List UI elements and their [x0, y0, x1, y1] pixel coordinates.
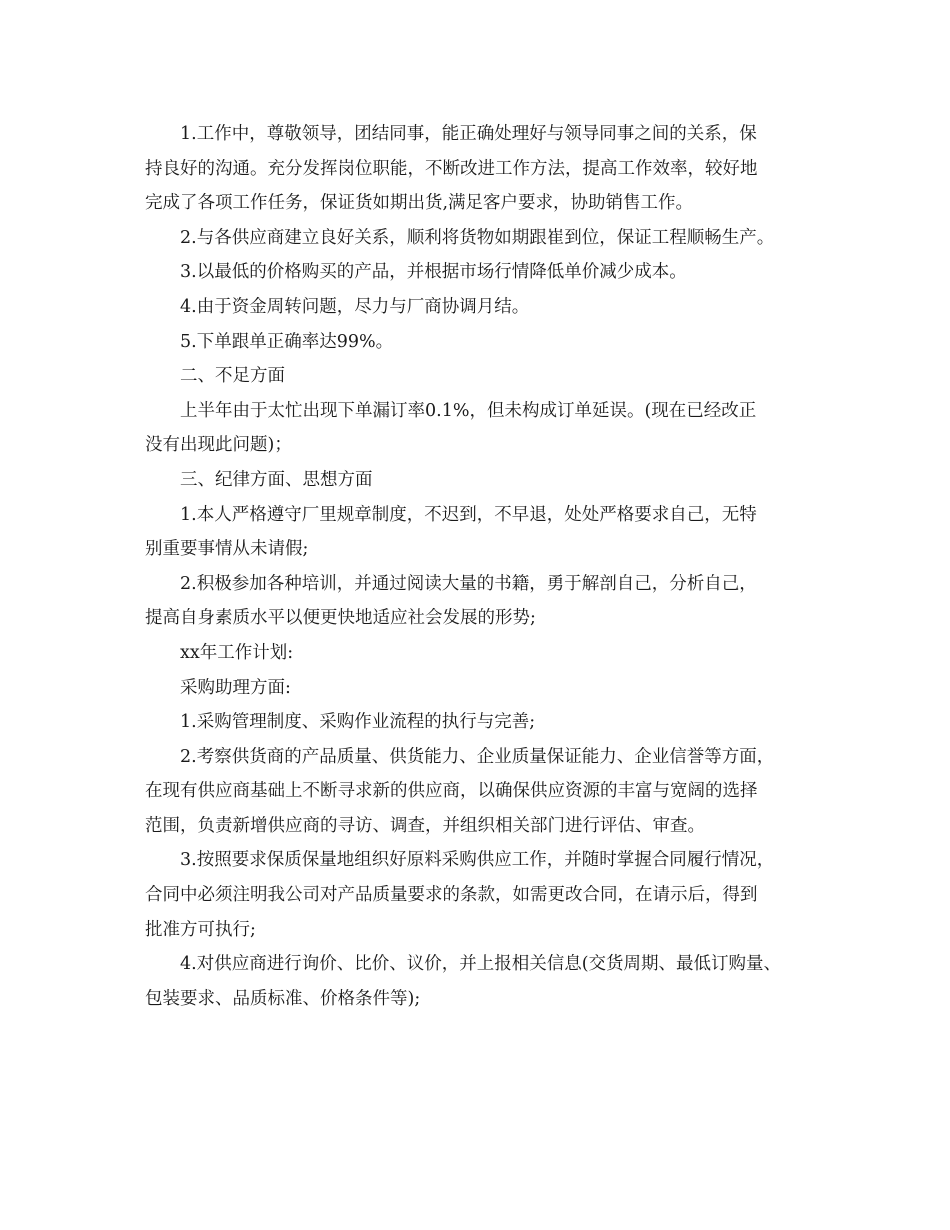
section-heading: 二、不足方面 — [180, 366, 285, 387]
section-heading: xx年工作计划: — [180, 642, 294, 663]
text-line: 3.以最低的价格购买的产品，并根据市场行情降低单价减少成本。 — [180, 262, 687, 283]
text-line: 范围，负责新增供应商的寻访、调查，并组织相关部门进行评估、审查。 — [145, 815, 705, 836]
text-line: 在现有供应商基础上不断寻求新的供应商，以确保供应资源的丰富与宽阔的选择 — [145, 781, 758, 802]
text-line: 完成了各项工作任务，保证货如期出货,满足客户要求，协助销售工作。 — [145, 193, 694, 214]
text-line: 1.本人严格遵守厂里规章制度，不迟到，不早退，处处严格要求自己，无特 — [180, 504, 757, 525]
text-line: 上半年由于太忙出现下单漏订率0.1%，但未构成订单延误。(现在已经改正 — [180, 400, 757, 421]
text-line: 3.按照要求保质保量地组织好原料采购供应工作，并随时掌握合同履行情况， — [180, 850, 775, 871]
section-heading: 三、纪律方面、思想方面 — [180, 469, 373, 490]
text-line: 4.由于资金周转问题，尽力与厂商协调月结。 — [180, 296, 530, 317]
text-line: 没有出现此问题)； — [145, 435, 292, 456]
text-line: 别重要事情从未请假; — [145, 539, 309, 560]
text-line: 1.工作中，尊敬领导，团结同事，能正确处理好与领导同事之间的关系，保 — [180, 124, 757, 144]
text-line: 提高自身素质水平以便更快地适应社会发展的形势; — [145, 608, 536, 629]
text-line: 1.采购管理制度、采购作业流程的执行与完善; — [180, 712, 536, 733]
text-line: 批准方可执行; — [145, 919, 256, 940]
text-line: 5.下单跟单正确率达99%。 — [180, 331, 394, 352]
text-line: 2.与各供应商建立良好关系，顺利将货物如期跟崔到位，保证工程顺畅生产。 — [180, 227, 775, 248]
text-line: 合同中必须注明我公司对产品质量要求的条款，如需更改合同，在请示后，得到 — [145, 885, 758, 906]
text-line: 2.积极参加各种培训，并通过阅读大量的书籍，勇于解剖自己，分析自己， — [180, 573, 757, 594]
text-line: 持良好的沟通。充分发挥岗位职能，不断改进工作方法，提高工作效率，较好地 — [145, 158, 758, 179]
text-line: 包装要求、品质标准、价格条件等); — [145, 988, 421, 1009]
section-heading: 采购助理方面: — [180, 677, 291, 698]
text-line: 2.考察供货商的产品质量、供货能力、企业质量保证能力、企业信誉等方面， — [180, 746, 775, 767]
text-line: 4.对供应商进行询价、比价、议价，并上报相关信息(交货周期、最低订购量、 — [180, 954, 782, 975]
document-body — [145, 117, 825, 1016]
